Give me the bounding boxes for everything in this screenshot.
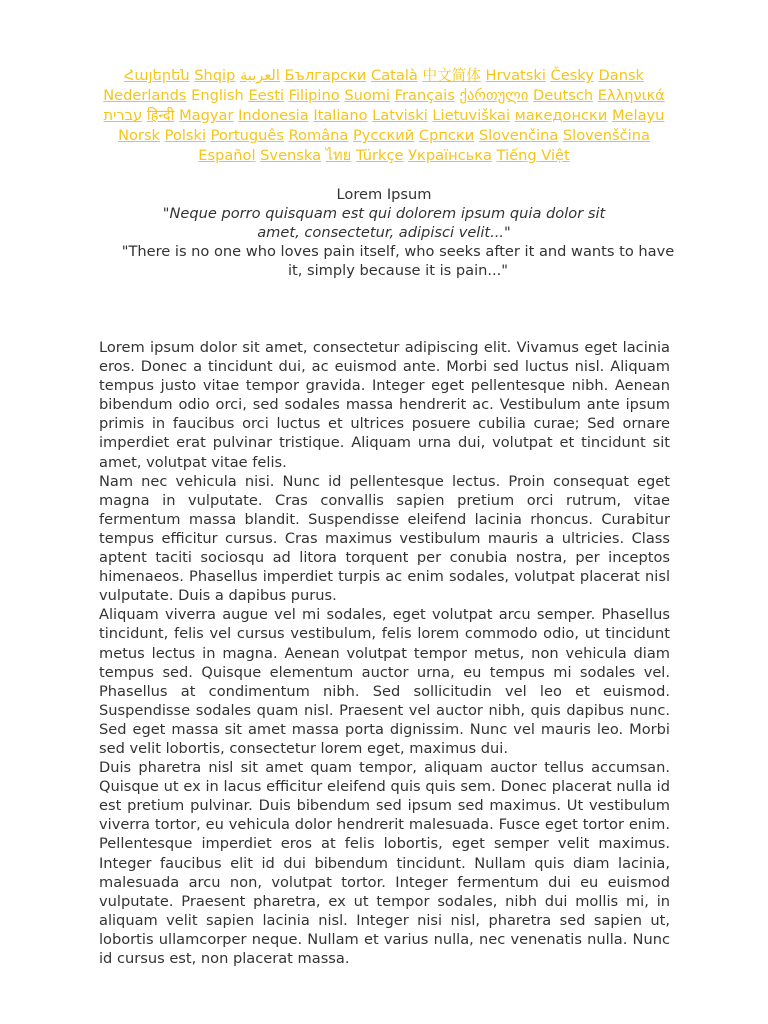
language-link[interactable]: Suomi [344,87,391,104]
language-selector [98,66,670,166]
language-link[interactable]: עברית [103,107,143,124]
english-quote: "There is no one who loves pain itself, who seeks after it and wants to have it, simply because it is pain..." [121,243,675,279]
language-link[interactable]: Filipino [288,87,340,104]
language-link[interactable]: Eesti [248,87,285,104]
language-link[interactable]: Português [210,127,284,144]
language-link[interactable]: македонски [514,107,608,124]
language-link[interactable]: 中文简体 [422,67,481,84]
lorem-ipsum-body [99,338,670,968]
language-link[interactable]: Ελληνικά [597,87,665,104]
language-link[interactable]: Polski [164,127,207,144]
language-link[interactable]: Nederlands [103,87,187,104]
language-link[interactable]: ไทย [325,147,352,164]
language-link[interactable]: Türkçe [355,147,404,164]
language-link[interactable]: Deutsch [533,87,594,104]
language-link[interactable]: Magyar [179,107,234,124]
language-link[interactable]: Español [198,147,256,164]
language-link[interactable]: Latviski [372,107,428,124]
page-title: Lorem Ipsum [336,186,432,203]
language-link: English [191,87,244,104]
language-link[interactable]: العربية [240,67,280,84]
language-link[interactable]: हिन्दी [146,107,175,124]
body-paragraph: Nam nec vehicula nisi. Nunc id pellentesque lectus. Proin consequat eget magna in vulputate. Cras convallis sapien pretium orci rutrum, vitae fermentum massa blandit. Suspendisse eleifend lacinia rhoncus. Curabitur tempus efficitur cursus. Cras maximus vestibulum mauris a ultricies. Class aptent taciti sociosqu ad litora torquent per conubia nostra, per inceptos himenaeos. Phasellus imperdiet turpis ac enim sodales, volutpat placerat nisl vulputate. Duis a dapibus purus. [99,472,670,605]
language-link[interactable]: Français [394,87,455,104]
language-link[interactable]: Български [284,67,367,84]
language-link[interactable]: Pусский [352,127,415,144]
language-link[interactable]: Shqip [194,67,236,84]
latin-quote: "Neque porro quisquam est qui dolorem ipsum quia dolor sit amet, consectetur, adipisci velit..." [162,205,606,241]
language-link[interactable]: Slovenčina [478,127,559,144]
language-link[interactable]: Norsk [118,127,160,144]
language-link[interactable]: Slovenščina [562,127,650,144]
language-link[interactable]: Indonesia [238,107,309,124]
language-link[interactable]: Italiano [313,107,368,124]
language-link[interactable]: Tiếng Việt [496,147,570,164]
body-paragraph: Lorem ipsum dolor sit amet, consectetur adipiscing elit. Vivamus eget lacinia eros. Donec a tincidunt dui, ac euismod ante. Morbi sed luctus nisl. Aliquam tempus justo vitae tempor gravida. Integer eget pellentesque nibh. Aenean bibendum odio orci, sed sodales massa hendrerit ac. Vestibulum ante ipsum primis in faucibus orci luctus et ultrices posuere cubilia curae; Sed ornare imperdiet erat pulvinar tristique. Aliquam urna dui, volutpat et tincidunt sit amet, volutpat vitae felis. [99,339,670,471]
language-link[interactable]: Hrvatski [485,67,546,84]
language-link[interactable]: ქართული [459,87,529,104]
body-paragraph: Duis pharetra nisl sit amet quam tempor, aliquam auctor tellus accumsan. Quisque ut ex in lacus efficitur eleifend quis quis sem. Donec placerat nulla id est pretium pulvinar. Duis bibendum sed ipsum sed maximus. Ut vestibulum viverra tortor, eu vehicula dolor hendrerit malesuada. Fusce eget tortor enim. Pellentesque imperdiet eros at felis lobortis, eget semper velit maximus. Integer faucibus elit id dui bibendum tincidunt. Nullam quis diam lacinia, malesuada arcu non, volutpat tortor. Integer fermentum dui eu euismod vulputate. Praesent pharetra, ex ut tempor sodales, nibh dui mollis mi, in aliquam velit sapien lacinia nisl. Integer nisi nisl, pharetra sed sapien ut, lobortis ullamcorper neque. Nullam et varius nulla, nec venenatis nulla. Nunc id cursus est, non placerat massa. [99,759,670,967]
language-link[interactable]: Dansk [598,67,644,84]
body-paragraph: Aliquam viverra augue vel mi sodales, eget volutpat arcu semper. Phasellus tincidunt, felis vel cursus vestibulum, felis lorem commodo odio, ut tincidunt metus lectus in magna. Aenean volutpat tempor metus, non vehicula diam tempus sed. Quisque elementum auctor urna, eu tempus mi sodales vel. Phasellus at condimentum nibh. Sed sollicitudin vel leo et euismod. Suspendisse sodales quam nisl. Praesent vel auctor nibh, quis dapibus nunc. Sed eget massa sit amet massa porta dignissim. Nunc vel mauris leo. Morbi sed velit lobortis, consectetur lorem eget, maximus dui. [99,606,670,757]
language-link[interactable]: Հայերեն [123,67,190,84]
language-link[interactable]: Svenska [260,147,322,164]
language-link[interactable]: Lietuviškai [432,107,511,124]
language-link[interactable]: Català [371,67,418,84]
language-link[interactable]: Česky [550,67,594,84]
language-link[interactable]: Melayu [611,107,665,124]
language-link[interactable]: Українська [408,147,493,164]
language-link[interactable]: Српски [418,127,475,144]
language-link[interactable]: Româna [288,127,349,144]
